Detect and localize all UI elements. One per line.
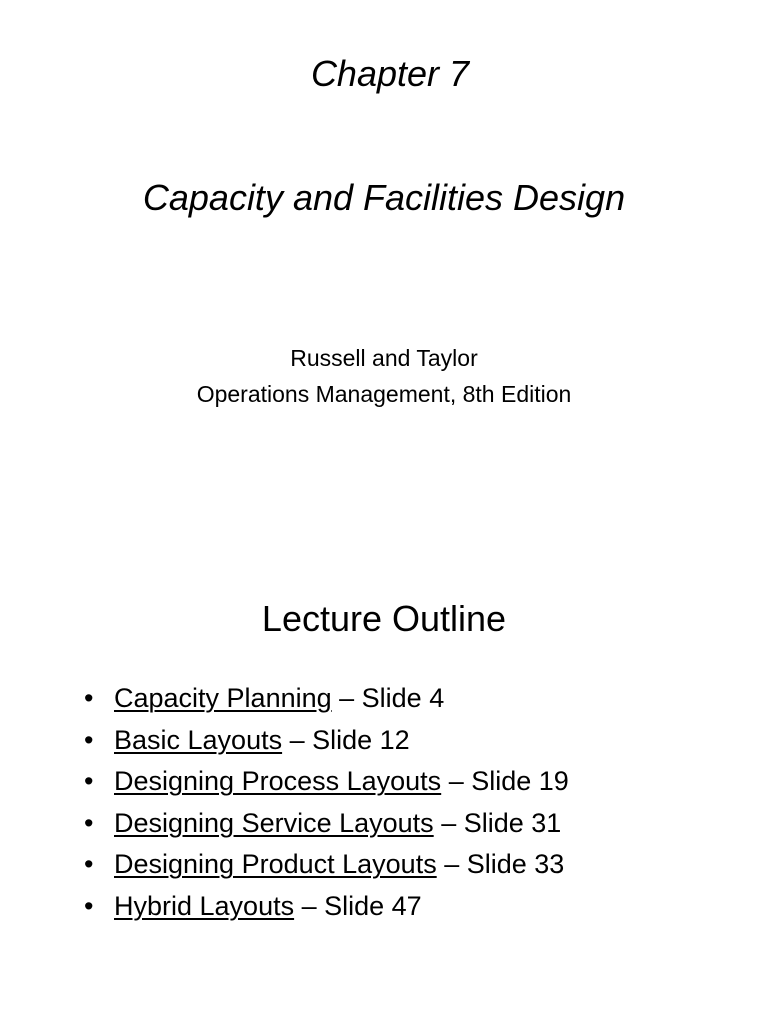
hybrid-layouts-link[interactable]: Hybrid Layouts: [114, 890, 295, 921]
bullet-icon: •: [84, 683, 94, 713]
chapter-title: Capacity and Facilities Design: [142, 177, 626, 218]
author-block: [0, 340, 768, 412]
bullet-icon: •: [84, 890, 94, 921]
authors-text: Russell and Taylor: [290, 345, 478, 371]
bullet-icon: •: [84, 849, 94, 880]
slide-reference: – Slide 33: [436, 849, 565, 880]
bullet-icon: •: [84, 807, 94, 838]
outline-item-capacity-planning: [84, 678, 744, 720]
slide-reference: – Slide 19: [441, 766, 569, 797]
book-edition-text: Operations Management, 8th Edition: [196, 381, 572, 407]
bullet-icon: •: [84, 766, 94, 797]
chapter-heading: Chapter 7: [310, 53, 470, 94]
designing-product-layouts-link[interactable]: Designing Product Layouts: [114, 849, 437, 880]
outline-item-designing-product-layouts: [84, 844, 744, 886]
capacity-planning-link[interactable]: Capacity Planning: [114, 683, 332, 713]
designing-service-layouts-link[interactable]: Designing Service Layouts: [114, 807, 434, 838]
basic-layouts-link[interactable]: Basic Layouts: [114, 724, 283, 755]
slide-reference: – Slide 4: [331, 683, 445, 713]
slide-reference: – Slide 31: [433, 807, 562, 838]
outline-item-basic-layouts: [84, 720, 744, 762]
outline-list: [84, 678, 744, 928]
outline-item-designing-service-layouts: [84, 803, 744, 845]
slide-reference: – Slide 47: [294, 890, 422, 921]
outline-heading: Lecture Outline: [261, 598, 507, 639]
outline-item-designing-process-layouts: [84, 761, 744, 803]
bullet-icon: •: [84, 724, 94, 755]
slide-reference: – Slide 12: [282, 724, 410, 755]
designing-process-layouts-link[interactable]: Designing Process Layouts: [114, 766, 442, 797]
outline-item-hybrid-layouts: [84, 886, 744, 928]
